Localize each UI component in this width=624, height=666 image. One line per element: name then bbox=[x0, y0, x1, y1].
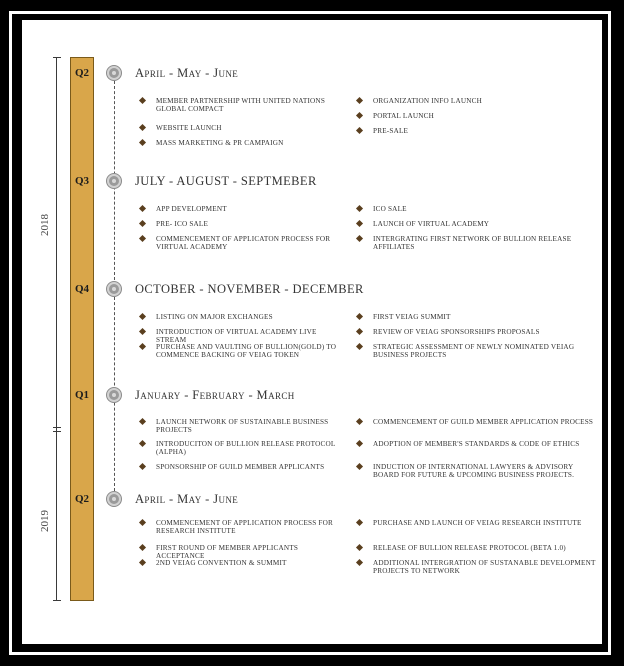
milestone-item: COMMENCEMENT OF GUILD MEMBER APPLICATION PROCESS bbox=[373, 418, 594, 426]
bullet-diamond-icon bbox=[356, 463, 363, 470]
milestone-item: LISTING ON MAJOR EXCHANGES bbox=[156, 313, 273, 321]
bullet-diamond-icon bbox=[356, 112, 363, 119]
timeline-node bbox=[107, 66, 121, 80]
bullet-diamond-icon bbox=[356, 440, 363, 447]
year-tick bbox=[53, 427, 61, 428]
milestone-item: WEBSITE LAUNCH bbox=[156, 124, 222, 132]
roadmap-page bbox=[22, 20, 602, 644]
year-tick bbox=[53, 57, 61, 58]
milestone-item: PRE- ICO SALE bbox=[156, 220, 209, 228]
milestone-item: PORTAL LAUNCH bbox=[373, 112, 435, 120]
milestone-item: ADDITIONAL INTERGRATION OF SUSTANABLE DEVELOPMENT PROJECTS TO NETWORK bbox=[373, 559, 596, 575]
milestone-item: LAUNCH NETWORK OF SUSTAINABLE BUSINESS PROJECTS bbox=[156, 418, 329, 434]
bullet-diamond-icon bbox=[356, 235, 363, 242]
section-heading: OCTOBER - NOVEMBER - DECEMBER bbox=[135, 282, 364, 296]
milestone-item: COMMENCEMENT OF APPLICATION PROCESS FOR RESEARCH INSTITUTE bbox=[156, 519, 334, 535]
timeline-node bbox=[107, 282, 121, 296]
year-label-2019: 2019 bbox=[39, 510, 51, 532]
milestone-item: INTRODUCTION OF VIRTUAL ACADEMY LIVE STREAM bbox=[156, 328, 317, 344]
bullet-diamond-icon bbox=[139, 205, 146, 212]
bullet-diamond-icon bbox=[139, 544, 146, 551]
bullet-diamond-icon bbox=[139, 220, 146, 227]
bullet-diamond-icon bbox=[139, 97, 146, 104]
milestone-item: ADOPTION OF MEMBER'S STANDARDS & CODE OF ETHICS bbox=[373, 440, 580, 448]
milestone-item: STRATEGIC ASSESSMENT OF NEWLY NOMINATED VEIAG BUSINESS PROJECTS bbox=[373, 343, 575, 359]
bullet-diamond-icon bbox=[139, 440, 146, 447]
milestone-item: PURCHASE AND VAULTING OF BULLION(GOLD) TO COMMENCE BACKING OF VEIAG TOKEN bbox=[156, 343, 337, 359]
section-heading: April - May - June bbox=[135, 492, 239, 506]
bullet-diamond-icon bbox=[356, 519, 363, 526]
milestone-item: FIRST ROUND OF MEMBER APPLICANTS ACCEPTANCE bbox=[156, 544, 299, 560]
section-heading: JULY - AUGUST - SEPTMEBER bbox=[135, 174, 317, 188]
quarter-bar bbox=[70, 57, 94, 601]
milestone-item: MEMBER PARTNERSHIP WITH UNITED NATIONS GLOBAL COMPACT bbox=[156, 97, 326, 113]
milestone-item: COMMENCEMENT OF APPLICATON PROCESS FOR VIRTUAL ACADEMY bbox=[156, 235, 331, 251]
bullet-diamond-icon bbox=[356, 313, 363, 320]
bullet-diamond-icon bbox=[139, 124, 146, 131]
year-bracket-2019 bbox=[56, 434, 57, 601]
milestone-item: ICO SALE bbox=[373, 205, 407, 213]
bullet-diamond-icon bbox=[356, 328, 363, 335]
milestone-item: ORGANIZATION INFO LAUNCH bbox=[373, 97, 483, 105]
bullet-diamond-icon bbox=[139, 235, 146, 242]
bullet-diamond-icon bbox=[356, 418, 363, 425]
quarter-label: Q3 bbox=[74, 175, 90, 187]
bullet-diamond-icon bbox=[356, 97, 363, 104]
year-tick bbox=[53, 600, 61, 601]
quarter-label: Q1 bbox=[74, 389, 90, 401]
quarter-label: Q2 bbox=[74, 67, 90, 79]
bullet-diamond-icon bbox=[356, 205, 363, 212]
milestone-item: RELEASE OF BULLION RELEASE PROTOCOL (BETA 1.0) bbox=[373, 544, 566, 552]
milestone-item: LAUNCH OF VIRTUAL ACADEMY bbox=[373, 220, 490, 228]
milestone-item: SPONSORSHIP OF GUILD MEMBER APPLICANTS bbox=[156, 463, 325, 471]
year-tick bbox=[53, 431, 61, 432]
bullet-diamond-icon bbox=[356, 544, 363, 551]
year-bracket-2018 bbox=[56, 57, 57, 450]
bullet-diamond-icon bbox=[139, 418, 146, 425]
milestone-item: APP DEVELOPMENT bbox=[156, 205, 227, 213]
timeline-node bbox=[107, 174, 121, 188]
timeline-node bbox=[107, 492, 121, 506]
milestone-item: INTERGRATING FIRST NETWORK OF BULLION RELEASE AFFILIATES bbox=[373, 235, 572, 251]
milestone-item: INTRODUCITON OF BULLION RELEASE PROTOCOL (ALPHA) bbox=[156, 440, 336, 456]
milestone-item: MASS MARKETING & PR CAMPAIGN bbox=[156, 139, 284, 147]
bullet-diamond-icon bbox=[356, 343, 363, 350]
bullet-diamond-icon bbox=[139, 313, 146, 320]
bullet-diamond-icon bbox=[356, 127, 363, 134]
bullet-diamond-icon bbox=[356, 559, 363, 566]
bullet-diamond-icon bbox=[356, 220, 363, 227]
milestone-item: PRE-SALE bbox=[373, 127, 409, 135]
bullet-diamond-icon bbox=[139, 463, 146, 470]
quarter-label: Q4 bbox=[74, 283, 90, 295]
milestone-item: PURCHASE AND LAUNCH OF VEIAG RESEARCH INSTITUTE bbox=[373, 519, 582, 527]
bullet-diamond-icon bbox=[139, 559, 146, 566]
timeline-node bbox=[107, 388, 121, 402]
milestone-item: INDUCTION OF INTERNATIONAL LAWYERS & ADVISORY BOARD FOR FUTURE & UPCOMING BUSINESS PROJECTS. bbox=[373, 463, 575, 479]
section-heading: April - May - June bbox=[135, 66, 239, 80]
milestone-item: REVIEW OF VEIAG SPONSORSHIPS PROPOSALS bbox=[373, 328, 540, 336]
bullet-diamond-icon bbox=[139, 343, 146, 350]
bullet-diamond-icon bbox=[139, 328, 146, 335]
milestone-item: FIRST VEIAG SUMMIT bbox=[373, 313, 451, 321]
bullet-diamond-icon bbox=[139, 139, 146, 146]
year-label-2018: 2018 bbox=[39, 214, 51, 236]
bullet-diamond-icon bbox=[139, 519, 146, 526]
quarter-label: Q2 bbox=[74, 493, 90, 505]
milestone-item: 2ND VEIAG CONVENTION & SUMMIT bbox=[156, 559, 287, 567]
section-heading: January - February - March bbox=[135, 388, 295, 402]
